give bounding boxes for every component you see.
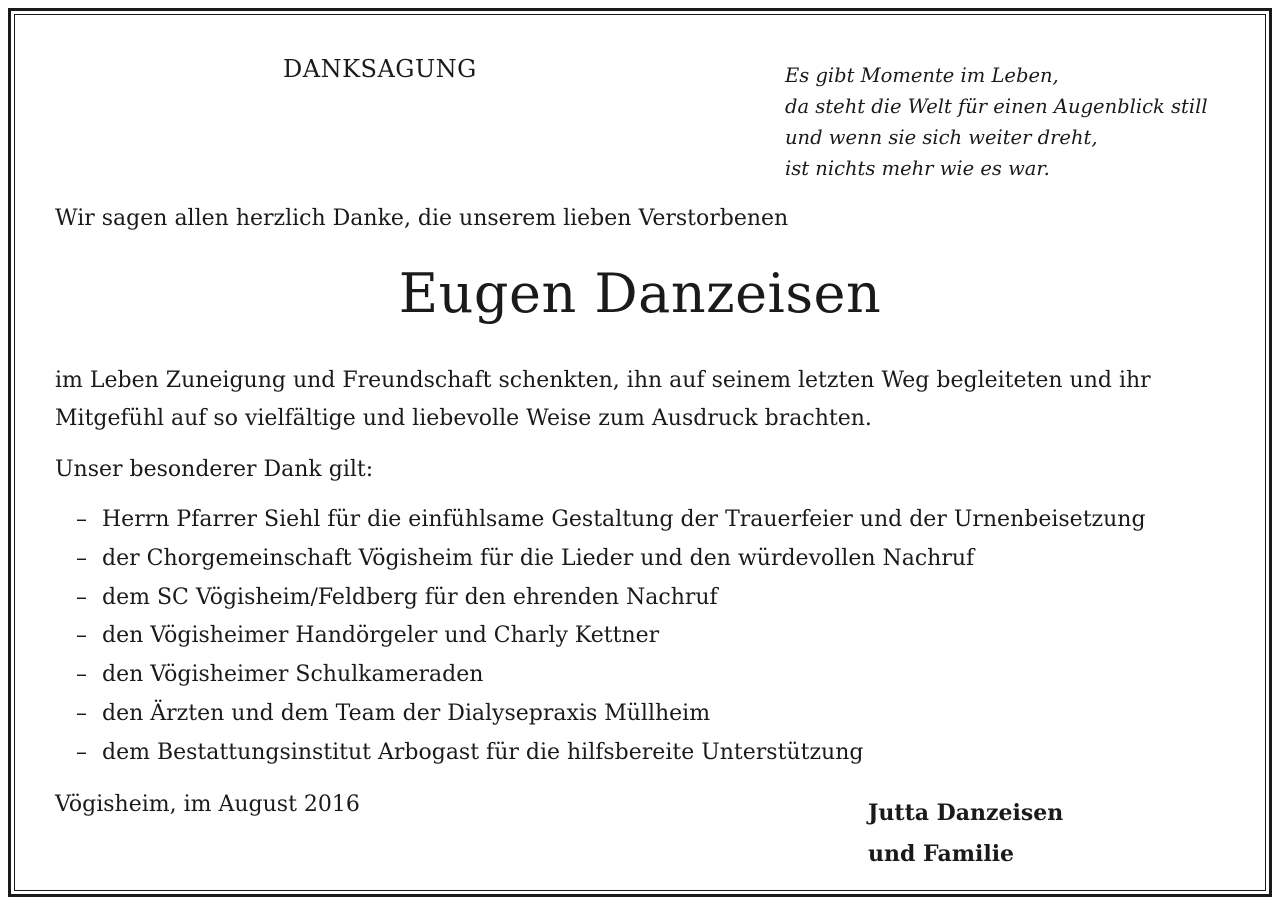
list-item [76,617,1146,656]
body-line: im Leben Zuneigung und Freundschaft schenkten, ihn auf seinem letzten Weg begleiteten und ihr [55,368,1151,393]
list-item-text: dem Bestattungsinstitut Arbogast für die hilfsbereite Unterstützung [102,739,864,765]
thanks-list [76,501,1146,773]
verse-block [785,60,1208,184]
signature-line: Jutta Danzeisen [868,800,1064,826]
thanks-heading: Unser besonderer Dank gilt: [55,457,374,482]
list-item [76,579,1146,618]
intro-text: Wir sagen allen herzlich Danke, die unserem lieben Verstorbenen [55,206,789,231]
dash-bullet: – [76,545,87,571]
place-date: Vögisheim, im August 2016 [55,792,360,817]
list-item-text: den Vögisheimer Handörgeler und Charly Kettner [102,623,660,649]
list-item-text: Herrn Pfarrer Siehl für die einfühlsame Gestaltung der Trauerfeier und der Urnenbeisetzung [102,507,1146,532]
list-item [76,540,1146,579]
list-item-text: dem SC Vögisheim/Feldberg für den ehrenden Nachruf [102,584,718,610]
verse-line: da steht die Welt für einen Augenblick still [785,95,1208,118]
dash-bullet: – [76,623,87,649]
body-paragraph [55,362,1235,438]
list-item-text: der Chorgemeinschaft Vögisheim für die Lieder und den würdevollen Nachruf [102,545,975,571]
signature-line: und Familie [868,841,1015,867]
verse-line: ist nichts mehr wie es war. [785,157,1050,180]
list-item-text: den Vögisheimer Schulkameraden [102,662,484,688]
notice-heading: DANKSAGUNG [283,55,477,83]
verse-line: Es gibt Momente im Leben, [785,64,1059,87]
body-line: Mitgefühl auf so vielfältige und liebevolle Weise zum Ausdruck brachten. [55,406,872,431]
dash-bullet: – [76,662,87,688]
dash-bullet: – [76,739,87,765]
verse-line: und wenn sie sich weiter dreht, [785,126,1098,149]
dash-bullet: – [76,700,87,726]
list-item [76,501,1146,540]
list-item [76,656,1146,695]
list-item-text: den Ärzten und dem Team der Dialysepraxis Müllheim [102,700,711,726]
dash-bullet: – [76,507,87,532]
deceased-name: Eugen Danzeisen [398,262,882,325]
list-item [76,695,1146,734]
dash-bullet: – [76,584,87,610]
list-item [76,734,1146,773]
signature-block [868,793,1063,875]
